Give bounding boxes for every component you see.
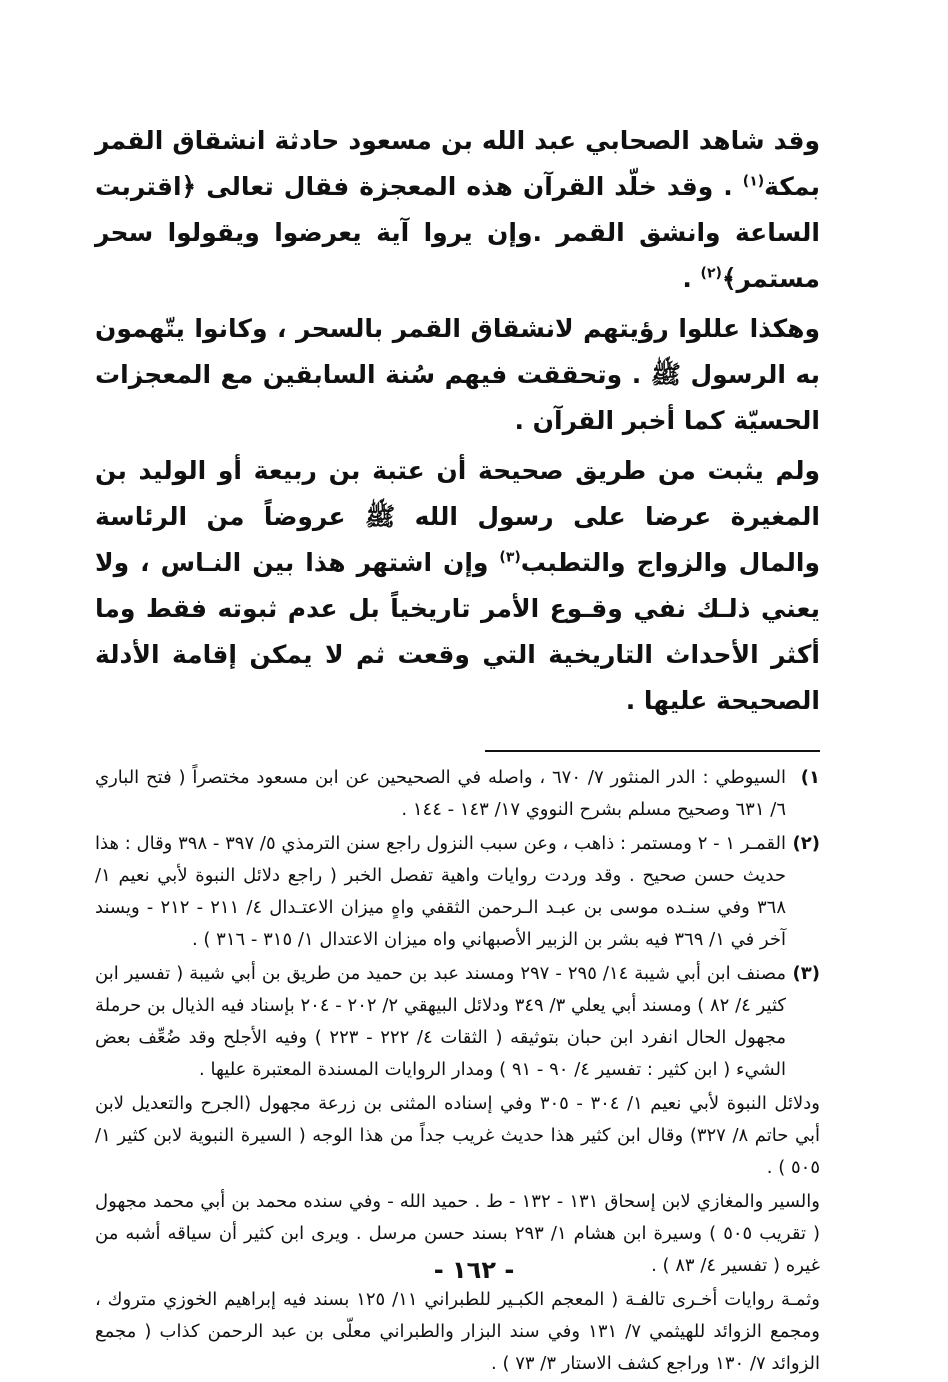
paragraph-3-text-a: ولم يثبت من طريق صحيحة أن عتبة بن ربيعة أو الوليد بن المغيرة عرضا على رسول الله ﷺ عروضاً من الرئاسة والمال والزواج والتطبب	[95, 456, 820, 577]
footnote-1-text: السيوطي : الدر المنثور ٧/ ٦٧٠ ، واصله في الصحيحين عن ابن مسعود مختصراً ( فتح الباري ٦/ ٦٣١ وصحيح مسلم بشرح النووي ١٧/ ١٤٣ - ١٤٤ .	[95, 767, 786, 820]
main-text	[95, 118, 820, 724]
paragraph-1-text-a: وقد شاهد الصحابي عبد الله بن مسعود حادثة انشقاق القمر بمكة	[95, 126, 820, 201]
footnote-2-text: القمـر ١ - ٢ ومستمر : ذاهب ، وعن سبب النزول راجع سنن الترمذي ٥/ ٣٩٧ - ٣٩٨ وقال : هذا حديث حسن صحيح . وقد وردت روايات واهية تفصل الخبر ( راجع دلائل النبوة لأبي نعيم ١/ ٣٦٨ وفي سنـده موسى بن عبـد الـرحمن الثقفي واهٍ ميزان الاعتـدال ٤/ ٢١١ - ٢١٢ - ويسند آخر في ١/ ٣٦٩ فيه بشر بن الزبير الأصبهاني واه ميزان الاعتدال ١/ ٣١٥ - ٣١٦ ) .	[95, 833, 787, 950]
footnote-3	[95, 958, 820, 1086]
footnote-ref-3[interactable]: (٣)	[499, 549, 521, 566]
footnote-2	[95, 828, 820, 956]
page-number: - ١٦٢ -	[433, 1256, 515, 1284]
page-content	[95, 118, 820, 1382]
footnote-1	[95, 762, 820, 826]
footnote-3-continuation-3: وثمـة روايات أخـرى تالفـة ( المعجم الكبـير للطبراني ١١/ ١٢٥ بسند فيه إبراهيم الخوزي متروك ، ومجمع الزوائد للهيثمي ٧/ ١٣١ وفي سند البزار والطبراني معلّى بن عبد الرحمن كذاب ( مجمع الزوائد ٧/ ١٣٠ وراجع كشف الاستار ٣/ ٧٣ ) .	[95, 1289, 820, 1374]
footnote-divider	[485, 750, 820, 752]
paragraph-3-text-b: وإن اشتهر هذا بين النـاس ، ولا يعني ذلـك نفي وقـوع الأمر تاريخياً بل عدم ثبوته فقط وما أكثر الأحداث التاريخية التي وقعت ثم لا يمكن إقامة الأدلة الصحيحة عليها .	[95, 548, 820, 715]
footnote-3-text: مصنف ابن أبي شيبة ١٤/ ٢٩٥ - ٢٩٧ ومسند عبد بن حميد من طريق بن أبي شيبة ( تفسير ابن كثير ٤/ ٨٢ ) ومسند أبي يعلي ٣/ ٣٤٩ ودلائل البيهقي ٢/ ٢٠٢ - ٢٠٤ بإسناد فيه الذيال بن حرملة مجهول الحال انفرد ابن حبان بتوثيقه ( الثقات ٤/ ٢٢٢ - ٢٢٣ ) وفيه الأجلح وقد ضُعِّف بعض الشيء ( ابن كثير : تفسير ٤/ ٩٠ - ٩١ ) ومدار الروايات المسندة المعتبرة عليها .	[95, 963, 786, 1080]
footnote-ref-2[interactable]: (٢)	[700, 265, 722, 282]
paragraph-1-text-c: .	[682, 264, 701, 293]
footnote-3-continuation-2: والسير والمغازي لابن إسحاق ١٣١ - ١٣٢ - ط . حميد الله - وفي سنده محمد بن أبي محمد مجهول ( تقريب ٥٠٥ ) وسيرة ابن هشام ١/ ٢٩٣ بسند حسن مرسل . ويرى ابن كثير أن سياقه أشبه من غيره ( تفسير ٤/ ٨٣ ) .	[95, 1191, 820, 1276]
paragraph-1-text-b: . وقد خلّد القرآن هذه المعجزة فقال تعالى ﴿اقتربت الساعة وانشق القمر .وإن يروا آية يعرضوا ويقولوا سحر مستمر﴾	[95, 172, 820, 293]
footnote-ref-1[interactable]: (١)	[742, 173, 765, 190]
footnote-3-continuation-1: ودلائل النبوة لأبي نعيم ١/ ٣٠٤ - ٣٠٥ وفي إسناده المثنى بن زرعة مجهول (الجرح والتعديل لابن أبي حاتم ٨/ ٣٢٧) وقال ابن كثير هذا حديث غريب جداً من هذا الوجه ( السيرة النبوية لابن كثير ١/ ٥٠٥ ) .	[95, 1093, 820, 1178]
paragraph-2: وهكذا عللوا رؤيتهم لانشقاق القمر بالسحر ، وكانوا يتّهمون به الرسول ﷺ . وتحققت فيهم سُنة السابقين مع المعجزات الحسيّة كما أخبر القرآن .	[95, 314, 820, 435]
footnote-2-number: (٢)	[792, 833, 820, 854]
footnote-3-number: (٣)	[792, 963, 820, 984]
footnote-1-number: ١)	[800, 767, 820, 788]
paragraph-3	[95, 448, 820, 724]
footnotes	[95, 762, 820, 1380]
paragraph-1	[95, 118, 820, 302]
